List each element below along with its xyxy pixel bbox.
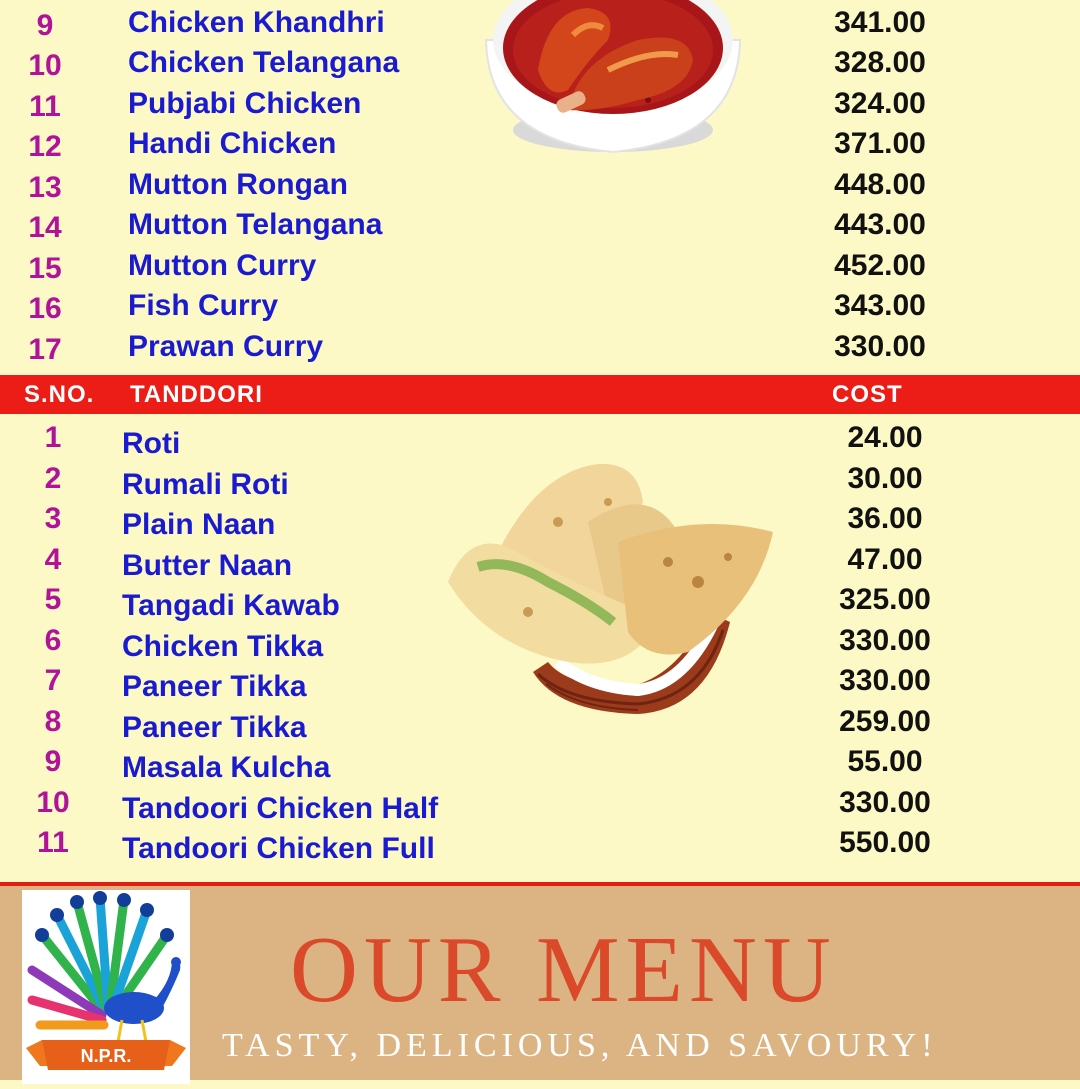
list-item (0, 742, 1080, 782)
item-name: Mutton Curry (128, 249, 317, 282)
item-cost: 259.00 (839, 705, 931, 738)
item-cost: 55.00 (847, 745, 923, 778)
list-item (0, 459, 1080, 499)
item-name: Pubjabi Chicken (128, 87, 362, 120)
serial-number: 10 (36, 786, 70, 819)
item-name: Tandoori Chicken Half (122, 792, 439, 825)
item-cost: 325.00 (839, 583, 931, 616)
item-cost: 341.00 (834, 6, 926, 39)
serial-number: 17 (28, 333, 62, 366)
serial-number: 11 (29, 90, 61, 123)
sno-header: S.NO. (24, 381, 95, 408)
serial-number: 3 (44, 502, 62, 535)
item-name: Mutton Telangana (128, 208, 383, 241)
serial-number: 8 (44, 705, 62, 738)
item-name: Plain Naan (122, 508, 276, 541)
serial-number: 6 (44, 624, 62, 657)
list-item (0, 499, 1080, 539)
serial-number: 16 (28, 292, 62, 325)
serial-number: 1 (44, 421, 62, 454)
logo-text: N.P.R. (80, 1046, 132, 1066)
item-cost: 452.00 (834, 249, 926, 282)
list-item (0, 327, 1080, 367)
item-name: Paneer Tikka (122, 711, 307, 744)
list-item (0, 823, 1080, 863)
list-item (0, 540, 1080, 580)
item-name: Mutton Rongan (128, 168, 348, 201)
item-cost: 443.00 (834, 208, 926, 241)
section-header-bar (0, 375, 1080, 414)
menu-tagline: TASTY, DELICIOUS, AND SAVOURY! (222, 1027, 938, 1064)
item-name: Masala Kulcha (122, 751, 331, 784)
item-name: Paneer Tikka (122, 670, 307, 703)
item-cost: 24.00 (847, 421, 923, 454)
list-item (0, 702, 1080, 742)
footer-banner (0, 882, 1080, 1080)
list-item (0, 783, 1080, 823)
item-cost: 330.00 (839, 664, 931, 697)
list-item (0, 418, 1080, 458)
item-cost: 330.00 (839, 786, 931, 819)
item-name: Roti (122, 427, 181, 460)
item-cost: 371.00 (834, 127, 926, 160)
list-item (0, 661, 1080, 701)
section-title: TANDDORI (130, 381, 263, 408)
item-cost: 330.00 (839, 624, 931, 657)
list-item (0, 286, 1080, 326)
item-name: Prawan Curry (128, 330, 324, 363)
item-cost: 343.00 (834, 289, 926, 322)
item-cost: 30.00 (847, 462, 923, 495)
list-item (0, 165, 1080, 205)
item-name: Tangadi Kawab (122, 589, 340, 622)
item-cost: 47.00 (847, 543, 923, 576)
serial-number: 9 (44, 745, 62, 778)
list-item (0, 580, 1080, 620)
item-name: Rumali Roti (122, 468, 289, 501)
menu-title: OUR MENU (290, 918, 837, 1022)
serial-number: 9 (36, 9, 54, 42)
chicken-curry-bowl-image (478, 0, 748, 160)
serial-number: 13 (28, 171, 62, 204)
peacock-logo-icon (22, 890, 190, 1084)
item-cost: 448.00 (834, 168, 926, 201)
serial-number: 7 (44, 664, 62, 697)
cost-header: COST (832, 381, 903, 408)
serial-number: 14 (28, 211, 62, 244)
item-name: Chicken Tikka (122, 630, 324, 663)
item-cost: 36.00 (847, 502, 923, 535)
item-name: Butter Naan (122, 549, 293, 582)
item-name: Chicken Telangana (128, 46, 400, 79)
item-cost: 324.00 (834, 87, 926, 120)
item-cost: 550.00 (839, 826, 931, 859)
list-item (0, 246, 1080, 286)
serial-number: 15 (28, 252, 62, 285)
list-item (0, 621, 1080, 661)
list-item (0, 205, 1080, 245)
item-name: Tandoori Chicken Full (122, 832, 435, 865)
item-name: Handi Chicken (128, 127, 337, 160)
item-name: Fish Curry (128, 289, 279, 322)
item-cost: 330.00 (834, 330, 926, 363)
serial-number: 5 (44, 583, 62, 616)
serial-number: 11 (37, 826, 69, 859)
item-name: Chicken Khandhri (128, 6, 385, 39)
serial-number: 10 (28, 49, 62, 82)
serial-number: 2 (44, 462, 62, 495)
serial-number: 12 (28, 130, 62, 163)
item-cost: 328.00 (834, 46, 926, 79)
logo (22, 890, 190, 1084)
serial-number: 4 (44, 543, 62, 576)
